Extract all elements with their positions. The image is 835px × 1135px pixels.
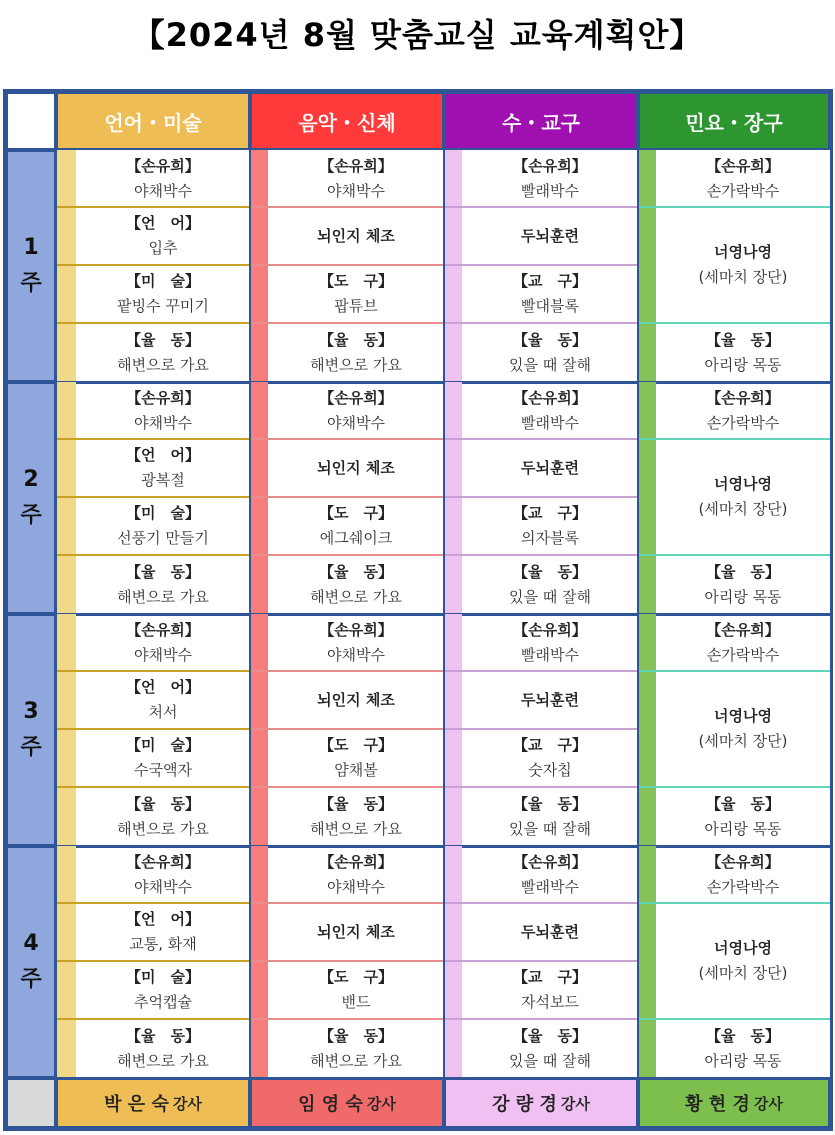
activity-cell	[462, 497, 638, 555]
activity-name: 추억캡슐	[134, 993, 192, 1011]
activity-cell	[268, 207, 444, 265]
activity-cell	[462, 439, 638, 497]
week-label-2: 2 주	[6, 382, 56, 614]
column-header-4: 민요・장구	[638, 92, 830, 150]
activity-label: 【율 동】	[706, 1026, 780, 1045]
activity-name: 빨래박수	[521, 181, 579, 200]
activity-label: 【율 동】	[126, 794, 200, 813]
activity-label: 【손유희】	[319, 156, 393, 175]
activity-label: 【언 어】	[126, 214, 200, 232]
activity-name: 빨래박수	[521, 413, 579, 432]
activity-label: 【손유희】	[706, 156, 780, 175]
activity-cell	[656, 1019, 830, 1078]
activity-label: 【교 구】	[513, 272, 587, 290]
row-divider	[638, 438, 830, 440]
week-label-1: 1 주	[6, 150, 56, 382]
activity-cell	[656, 787, 830, 846]
activity-label: 너영나영	[714, 243, 772, 261]
activity-cell	[268, 671, 444, 729]
row-divider	[638, 902, 830, 904]
activity-name: 빨래박수	[521, 877, 579, 896]
activity-label: 【미 술】	[126, 968, 200, 986]
activity-label: 【율 동】	[706, 330, 780, 349]
activity-name: 뇌인지 체조	[317, 922, 395, 941]
activity-name: 밴드	[341, 993, 371, 1011]
activity-name: 야채박수	[327, 181, 385, 200]
activity-cell	[462, 207, 638, 265]
activity-name: 해변으로 가요	[310, 819, 402, 838]
activity-name: (세마치 장단)	[698, 500, 788, 518]
activity-cell	[268, 323, 444, 382]
activity-cell	[656, 671, 830, 787]
activity-cell	[268, 903, 444, 961]
activity-cell	[656, 323, 830, 382]
activity-name: 야채박수	[134, 877, 192, 896]
activity-cell	[656, 555, 830, 614]
activity-name: 입추	[148, 239, 178, 257]
activity-name: 야채박수	[327, 877, 385, 896]
activity-label: 너영나영	[714, 707, 772, 725]
activity-label: 【손유희】	[706, 388, 780, 407]
activity-label: 【손유희】	[319, 852, 393, 871]
activity-label: 【교 구】	[513, 968, 587, 986]
activity-label: 【손유희】	[513, 156, 587, 175]
activity-name: (세마치 장단)	[698, 964, 788, 982]
activity-name: (세마치 장단)	[698, 268, 788, 286]
activity-cell	[462, 961, 638, 1019]
activity-cell	[656, 150, 830, 207]
activity-name: 아리랑 목동	[704, 819, 782, 838]
activity-cell	[656, 207, 830, 323]
activity-label: 【율 동】	[126, 330, 200, 349]
activity-name: 해변으로 가요	[310, 355, 402, 374]
activity-label: 【도 구】	[319, 968, 393, 986]
activity-label: 【율 동】	[319, 330, 393, 349]
column-stripe	[56, 382, 76, 614]
column-stripe	[250, 846, 268, 1078]
activity-name: 두뇌훈련	[521, 226, 579, 245]
activity-label: 【미 술】	[126, 736, 200, 754]
activity-name: 아리랑 목동	[704, 1051, 782, 1070]
activity-cell	[268, 382, 444, 439]
activity-cell	[268, 497, 444, 555]
activity-cell	[462, 323, 638, 382]
activity-name: (세마치 장단)	[698, 732, 788, 750]
page-title: 【2024년 8월 맞춤교실 교육계획안】	[132, 16, 703, 54]
column-stripe	[250, 382, 268, 614]
activity-name: 빨대블록	[521, 297, 579, 315]
activity-name: 팥빙수 꾸미기	[117, 297, 209, 315]
activity-label: 【율 동】	[513, 330, 587, 349]
activity-cell	[76, 903, 250, 961]
activity-name: 해변으로 가요	[117, 1051, 209, 1070]
activity-label: 【언 어】	[126, 446, 200, 464]
activity-cell	[462, 1019, 638, 1078]
activity-cell	[656, 903, 830, 1019]
activity-cell	[76, 671, 250, 729]
activity-cell	[656, 614, 830, 671]
activity-cell	[76, 207, 250, 265]
column-divider	[443, 92, 445, 1078]
column-divider	[249, 92, 251, 1078]
column-stripe	[250, 614, 268, 846]
activity-cell	[76, 1019, 250, 1078]
column-stripe	[444, 846, 462, 1078]
activity-cell	[76, 961, 250, 1019]
activity-label: 【손유희】	[319, 620, 393, 639]
activity-label: 【율 동】	[319, 562, 393, 581]
activity-name: 야채박수	[134, 181, 192, 200]
activity-cell	[462, 614, 638, 671]
column-stripe	[444, 382, 462, 614]
activity-cell	[462, 671, 638, 729]
column-stripe	[638, 614, 656, 846]
activity-name: 해변으로 가요	[117, 587, 209, 606]
activity-name: 에그쉐이크	[319, 529, 393, 547]
activity-cell	[268, 787, 444, 846]
activity-label: 【손유희】	[706, 852, 780, 871]
activity-label: 【손유희】	[513, 620, 587, 639]
activity-cell	[462, 265, 638, 323]
column-header-1: 언어・미술	[56, 92, 250, 150]
header-corner	[6, 92, 56, 150]
activity-name: 야채박수	[327, 413, 385, 432]
week-label-3: 3 주	[6, 614, 56, 846]
activity-cell	[462, 903, 638, 961]
activity-cell	[462, 555, 638, 614]
instructor-name: 박 은 숙	[104, 1094, 169, 1115]
column-stripe	[638, 150, 656, 382]
activity-name: 해변으로 가요	[310, 587, 402, 606]
activity-cell	[462, 729, 638, 787]
activity-name: 두뇌훈련	[521, 690, 579, 709]
activity-name: 손가락박수	[706, 645, 780, 664]
activity-label: 【손유희】	[513, 388, 587, 407]
activity-name: 뇌인지 체조	[317, 226, 395, 245]
activity-label: 【율 동】	[513, 1026, 587, 1045]
activity-cell	[76, 614, 250, 671]
activity-name: 아리랑 목동	[704, 355, 782, 374]
activity-cell	[268, 555, 444, 614]
column-stripe	[444, 150, 462, 382]
instructor-suffix: 강사	[560, 1094, 590, 1113]
activity-name: 아리랑 목동	[704, 587, 782, 606]
activity-name: 있을 때 잘해	[509, 355, 591, 374]
activity-label: 【교 구】	[513, 504, 587, 522]
row-divider	[638, 322, 830, 324]
column-stripe	[638, 382, 656, 614]
activity-name: 얌채볼	[334, 761, 378, 779]
activity-cell	[268, 439, 444, 497]
instructor-name: 강 량 경	[492, 1094, 557, 1115]
activity-name: 해변으로 가요	[310, 1051, 402, 1070]
activity-name: 숫자칩	[528, 761, 572, 779]
activity-label: 【율 동】	[513, 562, 587, 581]
instructor-name: 황 현 경	[685, 1094, 750, 1115]
column-header-3: 수・교구	[444, 92, 638, 150]
schedule-table	[3, 89, 833, 1131]
column-stripe	[638, 846, 656, 1078]
instructor-suffix: 강사	[753, 1094, 783, 1113]
activity-label: 【손유희】	[126, 620, 200, 639]
row-divider	[638, 786, 830, 788]
activity-cell	[656, 382, 830, 439]
activity-name: 광복절	[141, 471, 185, 489]
activity-name: 야채박수	[134, 645, 192, 664]
activity-label: 【교 구】	[513, 736, 587, 754]
activity-label: 【율 동】	[706, 562, 780, 581]
activity-cell	[268, 265, 444, 323]
week-label-4: 4 주	[6, 846, 56, 1078]
row-divider	[638, 670, 830, 672]
row-divider	[638, 1018, 830, 1020]
activity-label: 【미 술】	[126, 504, 200, 522]
column-stripe	[444, 614, 462, 846]
activity-name: 있을 때 잘해	[509, 587, 591, 606]
footer-corner	[6, 1078, 56, 1128]
instructor-suffix: 강사	[172, 1094, 202, 1113]
activity-cell	[268, 961, 444, 1019]
activity-label: 【율 동】	[706, 794, 780, 813]
activity-cell	[462, 382, 638, 439]
activity-label: 【도 구】	[319, 272, 393, 290]
activity-cell	[268, 150, 444, 207]
activity-cell	[268, 614, 444, 671]
activity-name: 뇌인지 체조	[317, 690, 395, 709]
activity-name: 손가락박수	[706, 413, 780, 432]
activity-cell	[462, 150, 638, 207]
instructor-cell-2	[250, 1078, 444, 1128]
activity-label: 【손유희】	[126, 852, 200, 871]
activity-name: 자석보드	[521, 993, 579, 1011]
activity-label: 너영나영	[714, 939, 772, 957]
activity-label: 【율 동】	[319, 794, 393, 813]
activity-name: 해변으로 가요	[117, 819, 209, 838]
activity-name: 두뇌훈련	[521, 458, 579, 477]
activity-label: 【도 구】	[319, 736, 393, 754]
activity-name: 의자블록	[521, 529, 579, 547]
activity-cell	[76, 439, 250, 497]
activity-label: 【손유희】	[126, 156, 200, 175]
activity-cell	[268, 1019, 444, 1078]
instructor-suffix: 강사	[366, 1094, 396, 1113]
activity-label: 【손유희】	[513, 852, 587, 871]
activity-label: 【도 구】	[319, 504, 393, 522]
activity-name: 빨래박수	[521, 645, 579, 664]
activity-cell	[76, 787, 250, 846]
activity-label: 【율 동】	[126, 1026, 200, 1045]
activity-label: 【손유희】	[319, 388, 393, 407]
row-divider	[638, 554, 830, 556]
activity-cell	[656, 846, 830, 903]
activity-label: 너영나영	[714, 475, 772, 493]
activity-name: 수국액자	[134, 761, 192, 779]
activity-cell	[76, 150, 250, 207]
column-stripe	[250, 150, 268, 382]
activity-cell	[76, 265, 250, 323]
activity-name: 야채박수	[327, 645, 385, 664]
column-divider	[55, 92, 57, 1078]
activity-name: 뇌인지 체조	[317, 458, 395, 477]
activity-cell	[268, 846, 444, 903]
activity-cell	[76, 323, 250, 382]
column-stripe	[56, 846, 76, 1078]
instructor-name: 임 영 숙	[298, 1094, 363, 1115]
activity-cell	[76, 729, 250, 787]
activity-cell	[462, 846, 638, 903]
activity-label: 【손유희】	[706, 620, 780, 639]
activity-cell	[268, 729, 444, 787]
column-stripe	[56, 150, 76, 382]
activity-label: 【언 어】	[126, 910, 200, 928]
column-stripe	[56, 614, 76, 846]
activity-name: 손가락박수	[706, 181, 780, 200]
activity-cell	[76, 382, 250, 439]
activity-cell	[76, 846, 250, 903]
activity-cell	[656, 439, 830, 555]
activity-name: 두뇌훈련	[521, 922, 579, 941]
activity-label: 【미 술】	[126, 272, 200, 290]
instructor-cell-1	[56, 1078, 250, 1128]
instructor-cell-4	[638, 1078, 830, 1128]
activity-label: 【율 동】	[126, 562, 200, 581]
activity-label: 【언 어】	[126, 678, 200, 696]
activity-label: 【율 동】	[513, 794, 587, 813]
activity-name: 있을 때 잘해	[509, 1051, 591, 1070]
activity-name: 해변으로 가요	[117, 355, 209, 374]
activity-name: 야채박수	[134, 413, 192, 432]
activity-name: 처서	[148, 703, 178, 721]
instructor-cell-3	[444, 1078, 638, 1128]
activity-cell	[76, 497, 250, 555]
column-divider	[637, 92, 639, 1078]
activity-label: 【율 동】	[319, 1026, 393, 1045]
activity-name: 선풍기 만들기	[117, 529, 209, 547]
activity-cell	[76, 555, 250, 614]
activity-name: 있을 때 잘해	[509, 819, 591, 838]
row-divider	[638, 206, 830, 208]
column-header-2: 음악・신체	[250, 92, 444, 150]
activity-name: 손가락박수	[706, 877, 780, 896]
activity-name: 팝튜브	[334, 297, 378, 315]
activity-cell	[462, 787, 638, 846]
activity-label: 【손유희】	[126, 388, 200, 407]
activity-name: 교통, 화재	[129, 935, 197, 953]
